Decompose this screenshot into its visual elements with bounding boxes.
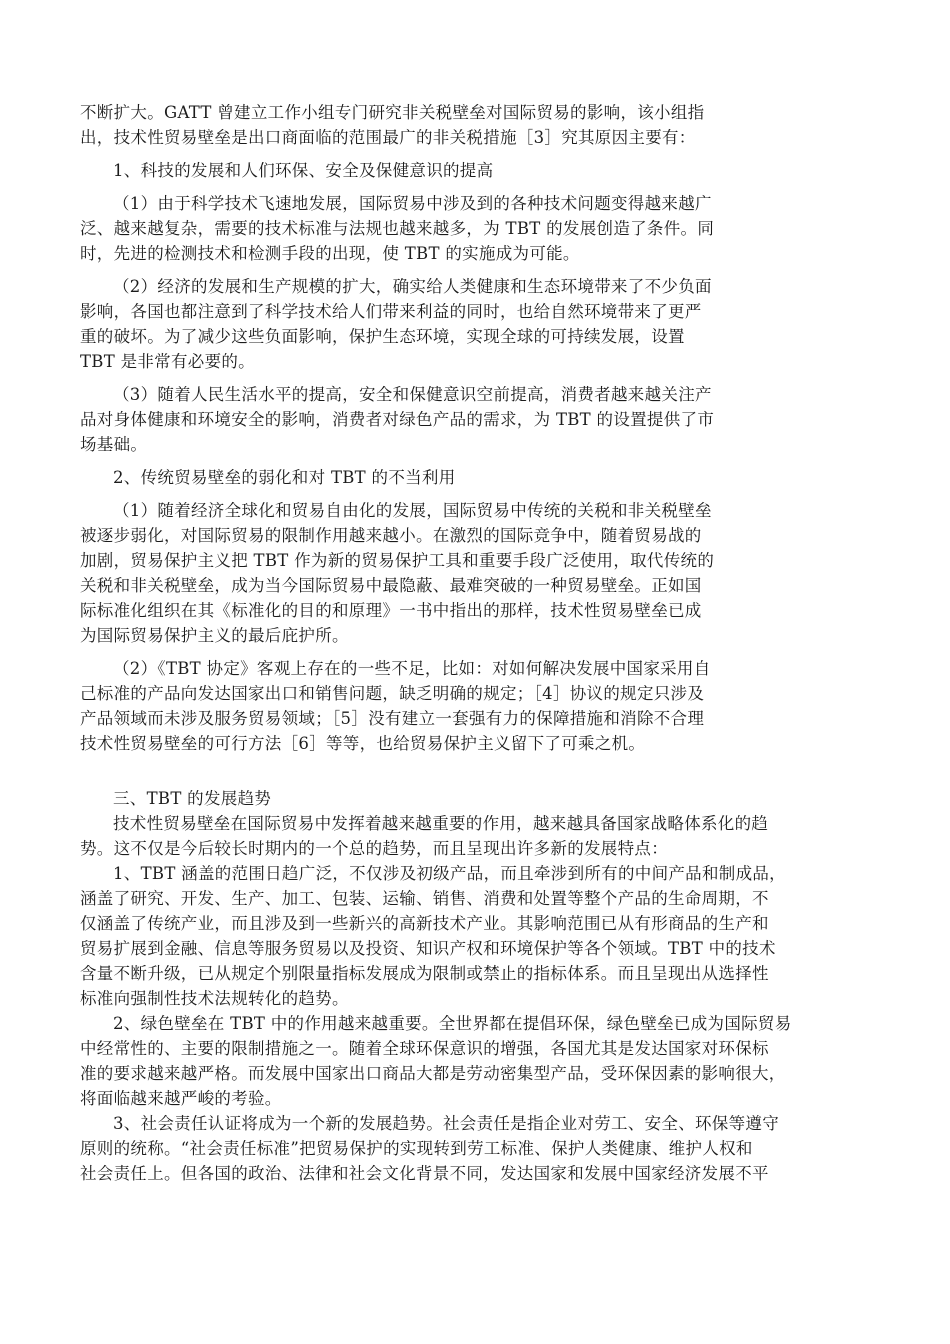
paragraph [80, 498, 880, 648]
text-line: （2）经济的发展和生产规模的扩大，确实给人类健康和生态环境带来了不少负面 [113, 277, 712, 296]
text-line: 场基础。 [80, 435, 148, 454]
text-line: 2、传统贸易壁垒的弱化和对 TBT 的不当利用 [113, 468, 456, 487]
paragraph [80, 786, 880, 811]
paragraph [80, 274, 880, 374]
text-line: 势。这不仅是今后较长时期内的一个总的趋势，而且呈现出许多新的发展特点： [80, 839, 668, 858]
text-line: （1）由于科学技术飞速地发展，国际贸易中涉及到的各种技术问题变得越来越广 [113, 194, 712, 213]
text-line: 时，先进的检测技术和检测手段的出现，使 TBT 的实施成为可能。 [80, 244, 580, 263]
paragraph-gap [80, 150, 880, 158]
paragraph-gap [80, 374, 880, 382]
paragraph-gap [80, 266, 880, 274]
text-line: 涵盖了研究、开发、生产、加工、包装、运输、销售、消费和处置等整个产品的生命周期，不 [80, 889, 769, 908]
text-line: 不断扩大。GATT 曾建立工作小组专门研究非关税壁垒对国际贸易的影响，该小组指 [80, 103, 705, 122]
text-line: （1）随着经济全球化和贸易自由化的发展，国际贸易中传统的关税和非关税壁垒 [113, 501, 712, 520]
text-line: 泛、越来越复杂，需要的技术标准与法规也越来越多，为 TBT 的发展创造了条件。同 [80, 219, 715, 238]
text-line: 关税和非关税壁垒，成为当今国际贸易中最隐蔽、最难突破的一种贸易壁垒。正如国 [80, 576, 702, 595]
paragraph-gap [80, 648, 880, 656]
paragraph [80, 158, 880, 183]
paragraph [80, 656, 880, 756]
text-line: TBT 是非常有必要的。 [80, 352, 255, 371]
paragraph [80, 861, 880, 1011]
paragraph [80, 1011, 880, 1111]
text-line: 影响，各国也都注意到了科学技术给人们带来利益的同时，也给自然环境带来了更严 [80, 302, 702, 321]
text-line: 三、TBT 的发展趋势 [113, 789, 272, 808]
text-line: 含量不断升级，已从规定个别限量指标发展成为限制或禁止的指标体系。而且呈现出从选择性 [80, 964, 769, 983]
text-line: 2、绿色壁垒在 TBT 中的作用越来越重要。全世界都在提倡环保，绿色壁垒已成为国际贸易 [113, 1014, 792, 1033]
text-line: 3、社会责任认证将成为一个新的发展趋势。社会责任是指企业对劳工、安全、环保等遵守 [113, 1114, 779, 1133]
text-line: 加剧，贸易保护主义把 TBT 作为新的贸易保护工具和重要手段广泛使用，取代传统的 [80, 551, 715, 570]
text-line: 被逐步弱化，对国际贸易的限制作用越来越小。在激烈的国际竞争中，随着贸易战的 [80, 526, 702, 545]
text-line: 仅涵盖了传统产业，而且涉及到一些新兴的高新技术产业。其影响范围已从有形商品的生产和 [80, 914, 769, 933]
text-line: 出，技术性贸易壁垒是出口商面临的范围最广的非关税措施［3］究其原因主要有： [80, 128, 696, 147]
paragraph [80, 811, 880, 861]
paragraph-gap [80, 183, 880, 191]
text-line: （2）《TBT 协定》客观上存在的一些不足，比如：对如何解决发展中国家采用自 [113, 659, 711, 678]
paragraph [80, 465, 880, 490]
paragraph [80, 100, 880, 150]
text-line: 为国际贸易保护主义的最后庇护所。 [80, 626, 349, 645]
text-line: 准的要求越来越严格。而发展中国家出口商品大都是劳动密集型产品，受环保因素的影响很大， [80, 1064, 786, 1083]
text-line: 1、TBT 涵盖的范围日趋广泛，不仅涉及初级产品，而且牵涉到所有的中间产品和制成品， [113, 864, 786, 883]
text-line: （3）随着人民生活水平的提高，安全和保健意识空前提高，消费者越来越关注产 [113, 385, 712, 404]
text-line: 己标准的产品向发达国家出口和销售问题，缺乏明确的规定；［4］协议的规定只涉及 [80, 684, 705, 703]
paragraph [80, 191, 880, 266]
paragraph-gap [80, 457, 880, 465]
text-line: 产品领域而未涉及服务贸易领域；［5］没有建立一套强有力的保障措施和消除不合理 [80, 709, 705, 728]
text-line: 品对身体健康和环境安全的影响，消费者对绿色产品的需求，为 TBT 的设置提供了市 [80, 410, 715, 429]
text-line: 原则的统称。“社会责任标准”把贸易保护的实现转到劳工标准、保护人类健康、维护人权和 [80, 1139, 753, 1158]
text-line: 际标准化组织在其《标准化的目的和原理》一书中指出的那样，技术性贸易壁垒已成 [80, 601, 702, 620]
text-line: 重的破坏。为了减少这些负面影响，保护生态环境，实现全球的可持续发展，设置 [80, 327, 685, 346]
text-line: 中经常性的、主要的限制措施之一。随着全球环保意识的增强，各国尤其是发达国家对环保标 [80, 1039, 769, 1058]
document-page [80, 100, 880, 1186]
section-gap [80, 756, 880, 786]
text-line: 社会责任上。但各国的政治、法律和社会文化背景不同，发达国家和发展中国家经济发展不平 [80, 1164, 769, 1183]
text-line: 技术性贸易壁垒的可行方法［6］等等，也给贸易保护主义留下了可乘之机。 [80, 734, 646, 753]
text-line: 1、科技的发展和人们环保、安全及保健意识的提高 [113, 161, 494, 180]
paragraph [80, 382, 880, 457]
text-line: 标准向强制性技术法规转化的趋势。 [80, 989, 349, 1008]
paragraph [80, 1111, 880, 1186]
text-line: 将面临越来越严峻的考验。 [80, 1089, 282, 1108]
text-line: 贸易扩展到金融、信息等服务贸易以及投资、知识产权和环境保护等各个领域。TBT 中的技术 [80, 939, 776, 958]
text-line: 技术性贸易壁垒在国际贸易中发挥着越来越重要的作用，越来越具备国家战略体系化的趋 [113, 814, 769, 833]
paragraph-gap [80, 490, 880, 498]
